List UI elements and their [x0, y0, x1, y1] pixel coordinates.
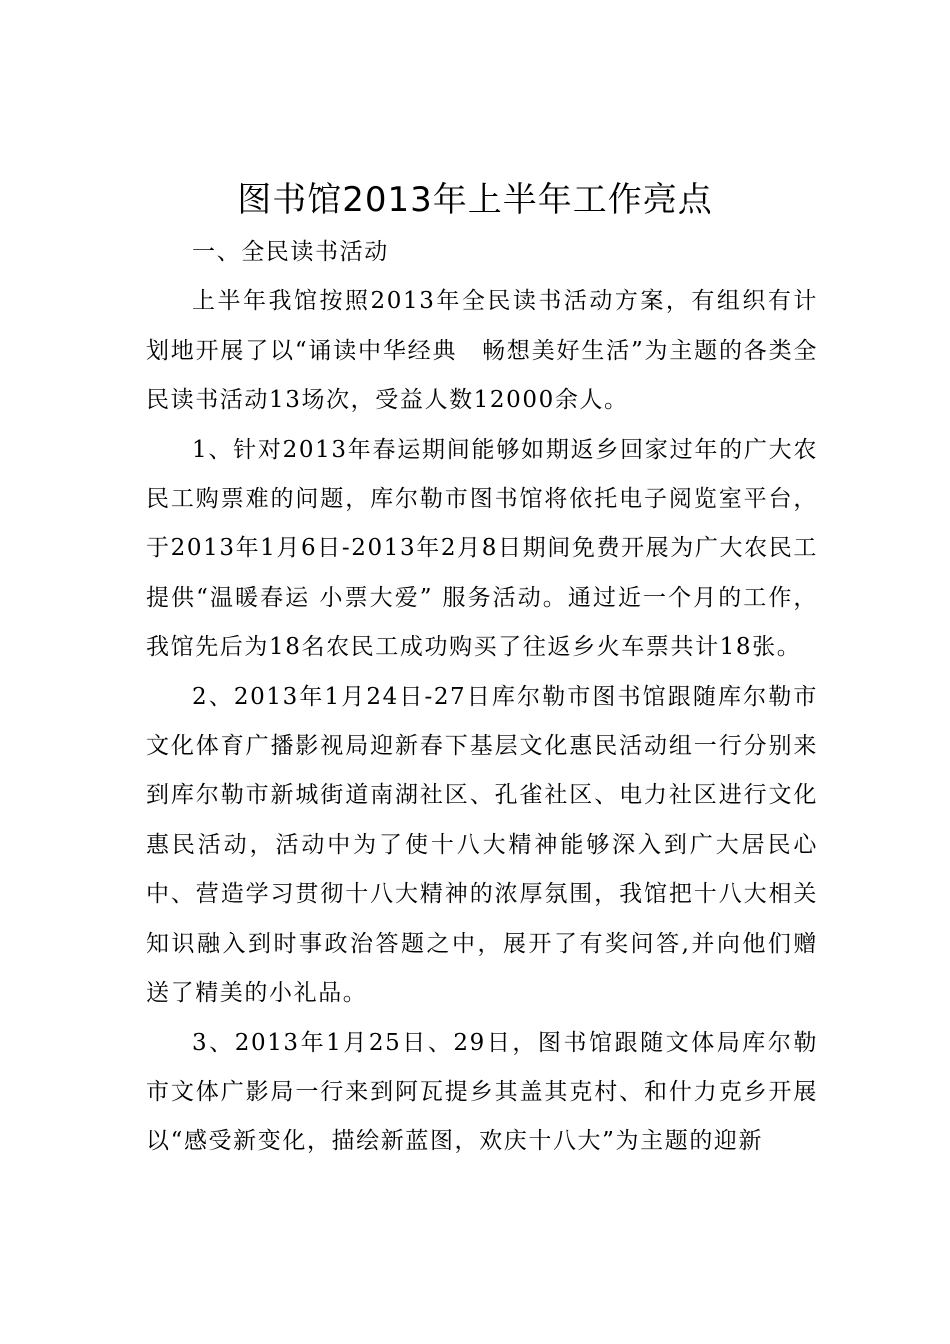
- document-title: 图书馆2013年上半年工作亮点: [237, 180, 713, 220]
- section-heading: 一、全民读书活动: [192, 239, 389, 265]
- paragraph-item-1: 1、针对2013年春运期间能够如期返乡回家过年的广大农民工购票难的问题，库尔勒市图书馆将依托电子阅览室平台，于2013年1月6日-2013年2月8日期间免费开展为广大农民工提供“温暖春运 小票大爱” 服务活动。通过近一个月的工作，我馆先后为18名农民工成功购买了往返乡火车票共计18张。: [146, 436, 818, 661]
- document-body: [146, 228, 818, 1167]
- paragraph-item-2: 2、2013年1月24日-27日库尔勒市图书馆跟随库尔勒市文化体育广播影视局迎新春下基层文化惠民活动组一行分别来到库尔勒市新城街道南湖社区、孔雀社区、电力社区进行文化惠民活动，活动中为了使十八大精神能够深入到广大居民心中、营造学习贯彻十八大精神的浓厚氛围，我馆把十八大相关知识融入到时事政治答题之中，展开了有奖问答,并向他们赠送了精美的小礼品。: [146, 683, 818, 1007]
- paragraph-item-3: 3、2013年1月25日、29日，图书馆跟随文体局库尔勒市文体广影局一行来到阿瓦提乡其盖其克村、和什力克乡开展以“感受新变化，描绘新蓝图，欢庆十八大”为主题的迎新: [146, 1029, 818, 1155]
- paragraph-intro: 上半年我馆按照2013年全民读书活动方案，有组织有计划地开展了以“诵读中华经典 畅想美好生活”为主题的各类全民读书活动13场次，受益人数12000余人。: [146, 288, 818, 414]
